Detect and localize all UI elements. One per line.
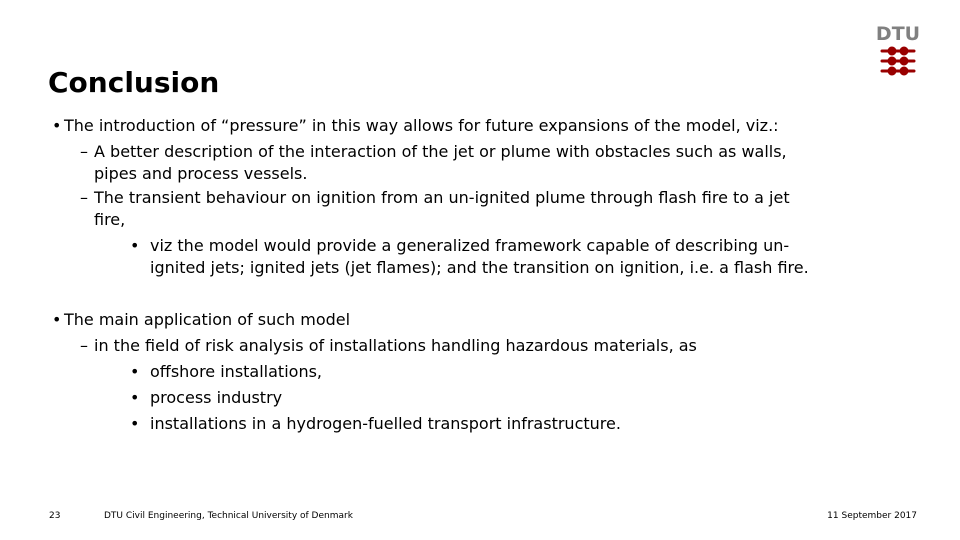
bullet-icon: • — [52, 310, 62, 329]
bullet-icon: • — [52, 116, 62, 135]
tertiary-bullet-item: • process industry — [130, 388, 283, 407]
tertiary-bullet-item: • viz the model would provide a generalized framework capable of describing un- — [130, 236, 790, 255]
bullet-item: • The introduction of “pressure” in this way allows for future expansions of the model, viz.: — [52, 116, 779, 135]
bullet-item: • The main application of such model — [52, 310, 351, 329]
footer-organization: DTU Civil Engineering, Technical University of Denmark — [104, 511, 353, 521]
sub-bullet-item: – A better description of the interaction of the jet or plume with obstacles such as walls, — [80, 142, 787, 161]
bullet-icon: • — [130, 388, 140, 407]
sub-bullet-item: – The transient behaviour on ignition from an un-ignited plume through flash fire to a jet — [80, 188, 790, 207]
sub-bullet-continuation: fire, — [94, 210, 126, 229]
tertiary-bullet-item: • installations in a hydrogen-fuelled transport infrastructure. — [130, 414, 621, 433]
tertiary-bullet-item: • offshore installations, — [130, 362, 322, 381]
page-number: 23 — [49, 511, 61, 521]
sub-bullet-item: – in the field of risk analysis of installations handling hazardous materials, as — [80, 336, 697, 355]
footer-date: 11 September 2017 — [827, 511, 917, 521]
bullet-icon: • — [130, 362, 140, 381]
tertiary-bullet-continuation: ignited jets; ignited jets (jet flames); and the transition on ignition, i.e. a flash fire. — [150, 258, 809, 277]
sub-bullet-continuation: pipes and process vessels. — [94, 164, 308, 183]
bullet-icon: • — [130, 414, 140, 433]
bullet-icon: • — [130, 236, 140, 255]
logo-text: DTU — [875, 23, 921, 45]
dash-icon: – — [80, 336, 88, 355]
slide-title: Conclusion — [48, 66, 220, 99]
dash-icon: – — [80, 188, 88, 207]
dash-icon: – — [80, 142, 88, 161]
